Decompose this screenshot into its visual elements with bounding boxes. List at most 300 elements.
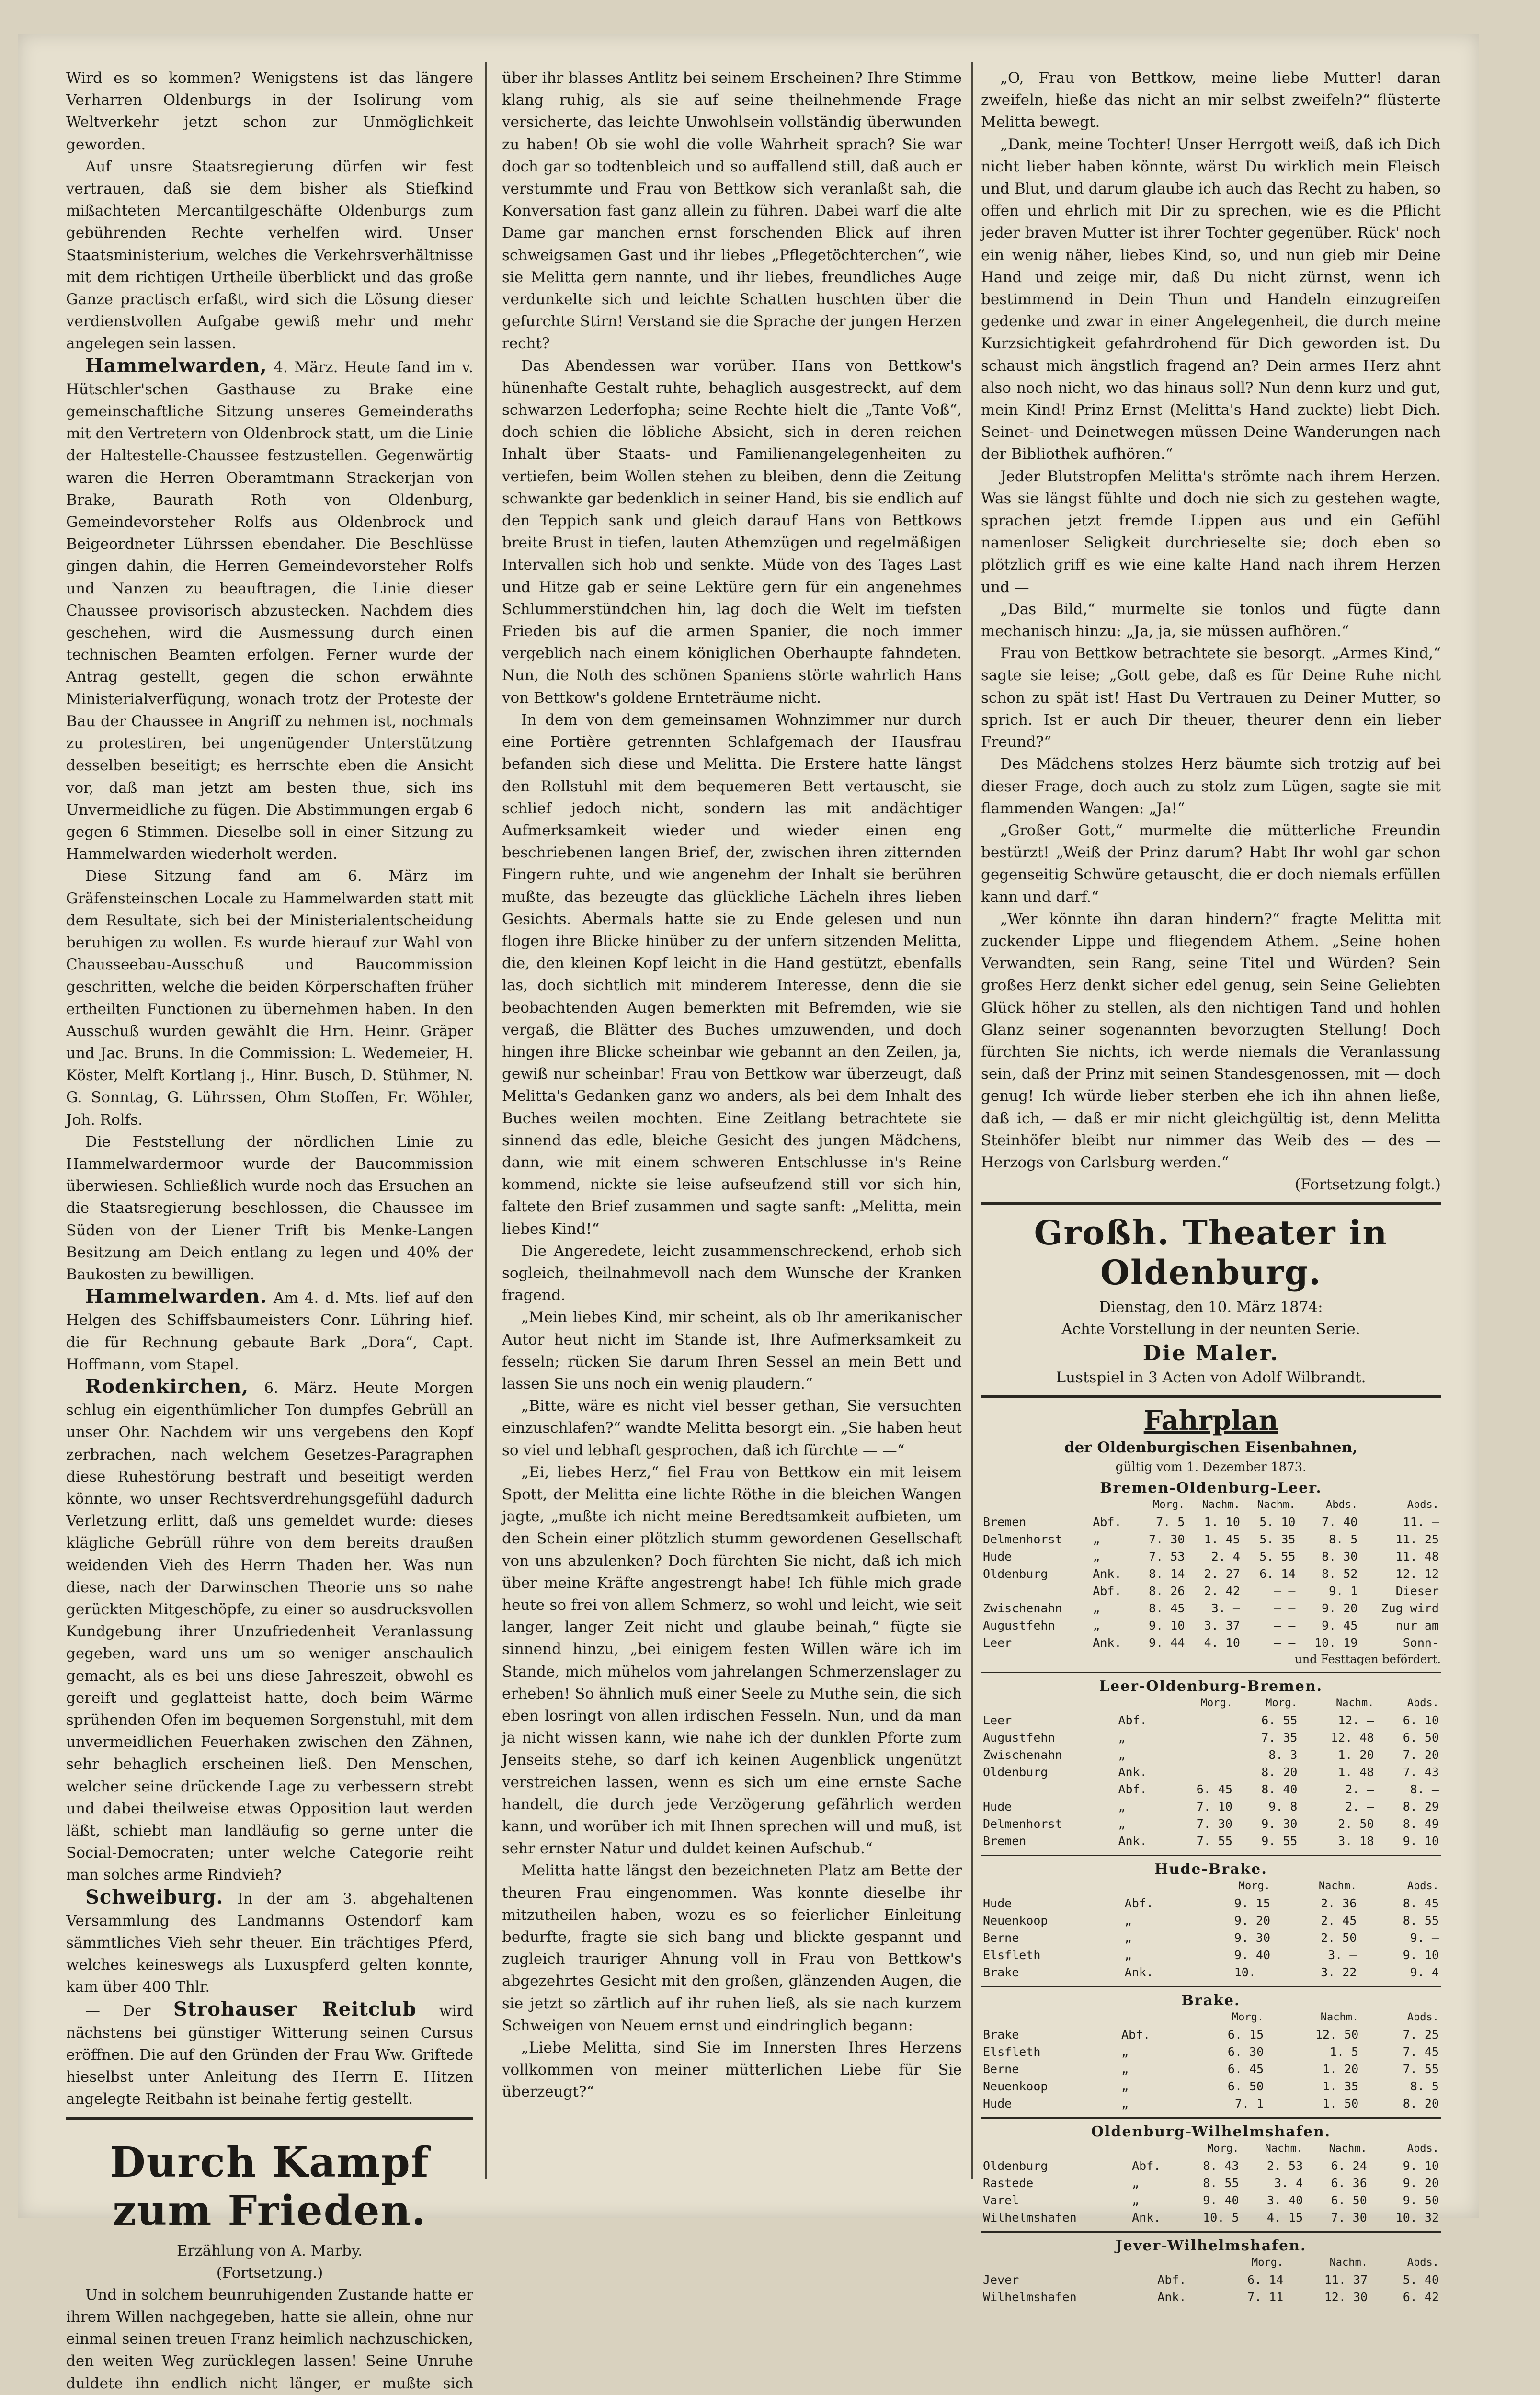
article-text: wird nächstens bei günstiger Witterung seinen Cursus eröffnen. Die auf den Gründen der Frau Ww. Griftede hieselbst unter Anleitung des Herrn E. Hitzen angelegte Reitbahn ist beinahe fertig gestellt. — [66, 2002, 473, 2108]
time-cell: 7. 53 — [1149, 1550, 1185, 1564]
timetable-header-cell: Abds. — [1407, 1880, 1439, 1893]
timetable-header-cell — [981, 1496, 1091, 1514]
station-name: Zwischenahn — [983, 1601, 1062, 1616]
timetable-hude-brake — [981, 1878, 1441, 1981]
timetable-row — [981, 1781, 1441, 1798]
time-cell: 9. — — [1410, 1931, 1439, 1945]
station-name: Elsfleth — [983, 2045, 1041, 2059]
timetable-row — [981, 1617, 1441, 1634]
station-name: Oldenburg — [983, 1567, 1048, 1581]
time-cell: 12. — — [1338, 1713, 1374, 1728]
timetable-row — [981, 1531, 1441, 1548]
timetable-header-cell: Abds. — [1407, 2143, 1439, 2155]
timetable-header-cell: Abds. — [1407, 1697, 1439, 1710]
time-cell: 6. 24 — [1331, 2159, 1367, 2173]
timetable-row — [981, 1895, 1441, 1912]
time-cell: 6. 45 — [1196, 1782, 1232, 1797]
time-cell: 7. 30 — [1196, 1817, 1232, 1831]
route-title: Hude-Brake. — [1154, 1861, 1267, 1878]
divider — [66, 2117, 473, 2120]
time-cell: 8. 55 — [1203, 2176, 1239, 2190]
arrival-departure: „ — [1093, 1550, 1100, 1564]
time-cell — [1169, 1712, 1234, 1729]
time-cell: 3. — — [1211, 1601, 1240, 1616]
timetable-header-cell — [1155, 2254, 1214, 2271]
timetable-header-row — [981, 2009, 1441, 2026]
time-cell: 9. 55 — [1261, 1834, 1298, 1848]
timetable-valid: gültig vom 1. Dezember 1873. — [1115, 1460, 1307, 1475]
timetable-row — [981, 2043, 1441, 2061]
timetable-note: und Festtagen befördert. — [1295, 1653, 1441, 1666]
time-cell: 7. 55 — [1403, 2062, 1439, 2076]
time-cell: 8. 5 — [1329, 1532, 1358, 1547]
time-cell: 8. 40 — [1261, 1782, 1298, 1797]
time-cell: 7. 1 — [1234, 2097, 1264, 2111]
timetable-oldenburg-wilhelmshafen — [981, 2140, 1441, 2226]
time-cell: 9. 10 — [1403, 2159, 1439, 2173]
time-cell: 2. 27 — [1204, 1567, 1240, 1581]
column-3 — [981, 67, 1441, 2306]
arrival-departure: Abf. — [1157, 2273, 1186, 2287]
station-name: Neuenkoop — [983, 1914, 1048, 1928]
time-cell: 3. 18 — [1338, 1834, 1374, 1848]
time-cell: 4. 15 — [1266, 2211, 1303, 2225]
time-cell: 8. 30 — [1322, 1550, 1358, 1564]
timetable-row — [981, 1947, 1441, 1964]
time-cell: 8. 29 — [1403, 1800, 1439, 1814]
time-cell: — — — [1274, 1584, 1296, 1598]
paragraph: „Bitte, wäre es nicht viel besser gethan, Sie versuchten einzuschlafen?“ wandte Melitta besorgt ein. „Sie haben heut so viel und lebhaft gesprochen, daß ich fürchte — —“ — [502, 1397, 962, 1459]
timetable-header-cell: Abds. — [1326, 1499, 1358, 1511]
time-cell: 1. 45 — [1204, 1532, 1240, 1547]
timetable-header-cell: Nachm. — [1320, 2011, 1359, 2024]
timetable-row — [981, 2095, 1441, 2112]
route-title: Jever-Wilhelmshafen. — [1115, 2237, 1307, 2255]
paragraph: In dem von dem gemeinsamen Wohnzimmer nur durch eine Portière getrennten Schlafgemach der Hausfrau befanden sich diese und Melitta. Die Erstere hatte längst den Rollstuhl mit dem bequemeren Bett vertauscht, sie schlief jedoch nicht, sondern las mit andächtiger Aufmerksamkeit wieder und wieder einen eng beschriebenen langen Brief, der, zwischen ihren zitternden Fingern ruhte, und wie angenehm der Inhalt sie berühren mußte, das bezeugte das glückliche Lächeln ihres lieben Gesichts. Abermals hatte sie zu Ende gelesen und nun flogen ihre Blicke hinüber zu der unfern sitzenden Melitta, die, den kleinen Kopf leicht in die Hand gestützt, ebenfalls las, doch sichtlich mit minderem Interesse, denn die sie beobachtenden Augen bemerkten mit Befremden, wie sie vergaß, die Blätter des Buches umzuwenden, und doch hingen ihre Blicke scheinbar wie gebannt an den Zeilen, ja, gewiß nur scheinbar! Frau von Bettkow war überzeugt, daß Melitta's Gedanken ganz wo anders, als bei dem Inhalt des Buches weilen mochten. Eine Zeitlang betrachtete sie sinnend das edle, bleiche Gesicht des jungen Mädchens, dann, wie mit einem schweren Entschlusse in's Reine kommend, nickte sie leise aufseufzend still vor sich hin, faltete den Brief zusammen und sagte sanft: „Melitta, mein liebes Kind!“ — [502, 711, 962, 1238]
station-name: Wilhelmshafen — [983, 2290, 1077, 2304]
time-cell: 6. 15 — [1227, 2028, 1264, 2042]
time-cell: 9. 4 — [1410, 1965, 1439, 1980]
time-cell: 6. 14 — [1247, 2273, 1284, 2287]
timetable-subtitle: der Oldenburgischen Eisenbahnen, — [1064, 1439, 1358, 1457]
time-cell: 7. 55 — [1196, 1834, 1232, 1848]
timetable-row — [981, 1764, 1441, 1781]
time-cell: 10. 32 — [1395, 2211, 1439, 2225]
divider — [981, 1986, 1441, 1987]
time-cell: 6. 50 — [1331, 2193, 1367, 2208]
paragraph: Auf unsre Staatsregierung dürfen wir fest vertrauen, daß sie dem bisher als Stiefkind mißachteten Mercantilgeschäfte Oldenburgs zum gebührenden Rechte verhelfen wird. Unser Staatsministerium, welches die Verkehrsverhältnisse mit dem richtigen Urtheile überblickt und das große Ganze practisch erfaßt, wird sich die Lösung dieser verdienstvollen Aufgabe gewiß mehr und mehr angelegen sein lassen. — [66, 158, 473, 353]
timetable-row — [981, 1600, 1441, 1617]
time-cell: 8. 45 — [1149, 1601, 1185, 1616]
divider — [981, 2231, 1441, 2233]
time-cell: 2. 45 — [1321, 1914, 1357, 1928]
arrival-departure: „ — [1093, 1601, 1100, 1616]
time-cell: 1. 5 — [1330, 2045, 1359, 2059]
story-subtitle: Erzählung von A. Marby. — [177, 2242, 363, 2259]
timetable-header-cell: Morg. — [1153, 1499, 1185, 1511]
timetable-leer-bremen — [981, 1695, 1441, 1850]
article-heading: Hammelwarden, — [85, 354, 267, 377]
timetable-header-cell — [1116, 1695, 1169, 1712]
paragraph: Melitta hatte längst den bezeichneten Platz am Bette der theuren Frau eingenommen. Was konnte dieselbe ihr mitzutheilen haben, wozu es so feierlicher Einleitung bedurfte, fragte sie sich bang und blickte gespannt und zugleich trauriger Ahnung voll in Frau von Bettkow's abgezehrtes Gesicht mit den großen, glänzenden Augen, die sie jetzt so zärtlich auf ihr ruhen ließ, als sie nach kurzem Schweigen von Neuem ernst und eindringlich begann: — [502, 1862, 962, 2034]
timetable-header-cell — [981, 2009, 1119, 2026]
time-cell: 1. 50 — [1322, 2097, 1359, 2111]
station-name: Hude — [983, 2097, 1012, 2111]
time-cell: 3. 22 — [1321, 1965, 1357, 1980]
station-name: Leer — [983, 1713, 1012, 1728]
paragraph: Wird es so kommen? Wenigstens ist das längere Verharren Oldenburgs in der Isolirung vom Weltverkehr jetzt schon zur Unmöglichkeit geworden. — [66, 69, 473, 153]
theater-heading: Großh. Theater in Oldenburg. — [1034, 1213, 1388, 1293]
arrival-departure: Abf. — [1118, 1713, 1147, 1728]
station-name — [981, 1781, 1116, 1798]
station-name: Wilhelmshafen — [983, 2211, 1077, 2225]
time-cell: Dieser — [1395, 1584, 1439, 1598]
arrival-departure: Ank. — [1118, 1834, 1147, 1848]
article-heading: Rodenkirchen, — [85, 1375, 249, 1398]
timetable-header-cell: Nachm. — [1329, 2257, 1368, 2269]
timetable-header-row — [981, 2254, 1441, 2271]
timetable-header-cell — [1119, 2009, 1185, 2026]
route-title: Brake. — [1181, 1992, 1241, 2009]
time-cell: 2. 42 — [1204, 1584, 1240, 1598]
timetable-row — [981, 2175, 1441, 2192]
time-cell: 5. 10 — [1259, 1515, 1296, 1529]
divider — [981, 1855, 1441, 1856]
dash: — Der — [85, 2002, 173, 2019]
time-cell: 8. 3 — [1268, 1748, 1298, 1762]
time-cell: — — — [1274, 1601, 1296, 1616]
theater-date: Dienstag, den 10. März 1874: — [1099, 1299, 1323, 1316]
paragraph: Jeder Blutstropfen Melitta's strömte nach ihrem Herzen. Was sie längst fühlte und doch nie sich zu gestehen wagte, sprachen jetzt fremde Lippen aus und ein Gefühl namenloser Seligkeit durchrieselte sie; doch eben so plötzlich griff es wie eine kalte Hand nach ihrem Herzen und — — [981, 468, 1441, 596]
arrival-departure: Ank. — [1132, 2211, 1161, 2225]
time-cell: Zug wird — [1381, 1601, 1439, 1616]
station-name: Zwischenahn — [983, 1748, 1062, 1762]
timetable-header-cell: Abds. — [1407, 2257, 1439, 2269]
timetable-row — [981, 2289, 1441, 2306]
time-cell — [1169, 1764, 1234, 1781]
arrival-departure: „ — [1124, 1931, 1132, 1945]
theater-play: Die Maler. — [1142, 1341, 1279, 1366]
time-cell: 9. 8 — [1268, 1800, 1298, 1814]
time-cell: 3. 37 — [1204, 1619, 1240, 1633]
time-cell: 6. 45 — [1227, 2062, 1264, 2076]
time-cell: 6. 36 — [1331, 2176, 1367, 2190]
timetable-row — [981, 2157, 1441, 2175]
time-cell: 9. 10 — [1403, 1948, 1439, 1962]
timetable-bremen-leer — [981, 1496, 1441, 1652]
time-cell: 2. 50 — [1338, 1817, 1374, 1831]
time-cell: 9. 40 — [1234, 1948, 1270, 1962]
time-cell: 5. 55 — [1259, 1550, 1296, 1564]
divider — [981, 1202, 1441, 1205]
timetable-row — [981, 1514, 1441, 1531]
arrival-departure: „ — [1093, 1619, 1100, 1633]
time-cell: 11. — — [1403, 1515, 1439, 1529]
time-cell: 6. 10 — [1403, 1713, 1439, 1728]
paragraph: Des Mädchens stolzes Herz bäumte sich trotzig auf bei dieser Frage, doch auch zu stolz zum Lügen, sagte sie mit flammenden Wangen: „Ja!“ — [981, 755, 1441, 817]
time-cell: 1. 35 — [1322, 2079, 1359, 2094]
time-cell: 11. 48 — [1395, 1550, 1439, 1564]
timetable-header-cell: Abds. — [1407, 1499, 1439, 1511]
time-cell: 7. 20 — [1403, 1748, 1439, 1762]
timetable-row — [981, 1815, 1441, 1833]
time-cell: 12. 48 — [1331, 1731, 1374, 1745]
divider — [981, 1395, 1441, 1398]
divider — [981, 1672, 1441, 1673]
time-cell: 12. 30 — [1324, 2290, 1368, 2304]
station-name: Neuenkoop — [983, 2079, 1048, 2094]
time-cell: 9. 30 — [1261, 1817, 1298, 1831]
time-cell: 6. 55 — [1261, 1713, 1298, 1728]
paragraph: „Ei, liebes Herz,“ fiel Frau von Bettkow ein mit leisem Spott, der Melitta eine lichte Röthe in die bleichen Wangen jagte, „mußte ich nicht meine Beredtsamkeit aufbieten, um den Schein einer plötzlich stumm gewordenen Gesellschaft von uns abzulenken? Doch fürchten Sie nicht, daß ich mich über meine Kräfte angestrengt habe! Ich fühle mich grade heute so frei von allem Schmerz, so wohl und leicht, wie seit langer, langer Zeit nicht und glaube beinah,“ fügte sie sinnend hinzu, „bei einigem festen Willen wäre ich im Stande, mich mühelos vom jahrelangen Schmerzenslager zu erheben! So ähnlich muß einer Seele zu Muthe sein, die sich eben losringt von allen irdischen Fesseln. Nun, und da man ja nicht wissen kann, wie nahe ich der dunklen Pforte zum Jenseits stehe, so darf ich keinen Augenblick ungenützt verstreichen lassen, wenn es sich um eine ernste Sache handelt, die durch jede Verzögerung gefährlich werden kann, und worüber ich mit Ihnen sprechen will und muß, ist sehr ernster Natur und duldet keinen Aufschub.“ — [502, 1463, 962, 1858]
time-cell: 7. 10 — [1196, 1800, 1232, 1814]
arrival-departure: Ank. — [1157, 2290, 1186, 2304]
station-name: Brake — [983, 2028, 1019, 2042]
paragraph: „Das Bild,“ murmelte sie tonlos und fügte dann mechanisch hinzu: „Ja, ja, sie müssen aufhören.“ — [981, 600, 1441, 640]
article-text: Heute fand im v. Hütschler'schen Gasthause zu Brake eine gemeinschaftliche Sitzung unseres Gemeinderaths mit den Vertretern von Oldenbrock statt, um die Linie der Haltestelle-Chaussee festzustellen. Gegenwärtig waren die Herren Oberamtmann Strackerjan von Brake, Baurath Roth von Oldenburg, Gemeindevorsteher Rolfs aus Oldenbrock und Beigeordneter Lührssen ebendaher. Die Beschlüsse gingen dahin, die Herren Gemeindevorsteher Rolfs und Nanzen zu beauftragen, die Linie dieser Chaussee provisorisch abzustecken. Nachdem dies geschehen, wird die Ausmessung durch einen technischen Beamten erfolgen. Ferner wurde der Antrag gestellt, gegen die schon erwähnte Ministerialverfügung, wonach trotz der Proteste der Bau der Chaussee in Angriff zu nehmen ist, nochmals zu protestiren, bei ungenügender Unterstützung desselben beseitigt; es herrschte eben die Ansicht vor, daß man jetzt am besten thue, sich ins Unvermeidliche zu fügen. Die Abstimmungen ergab 6 gegen 6 Stimmen. Dieselbe soll in einer Sitzung zu Hammelwarden wiederholt werden. — [66, 358, 473, 863]
arrival-departure: „ — [1132, 2193, 1140, 2208]
timetable-header-cell: Morg. — [1200, 1697, 1232, 1710]
station-name: Leer — [983, 1636, 1012, 1650]
time-cell: 8. 20 — [1403, 2097, 1439, 2111]
timetable-header-cell: Nachm. — [1335, 1697, 1374, 1710]
timetable-row — [981, 1746, 1441, 1764]
article-text: 6. März. Heute Morgen schlug ein eigenthümlicher Ton dumpfes Gebrüll an unser Ohr. Nachdem wir uns vergebens den Kopf zerbrachen, nach welchem Gesetzes-Paragraphen diese Ruhestörung bestraft und beseitigt werden könnte, wo unser Rechtsverdrehungsgefühl dadurch Verletzung erlitt, daß uns gemeldet wurde: dieses klägliche Gebrüll rühre von dem bereits draußen weidenden Vieh des Herrn Thaden her. Was nun diese, nach der Darwinschen Theorie uns so nahe gerückten Mitgeschöpfe, zu einer so ausdrucksvollen Kundgebung ihrer Unzufriedenheit Veranlassung gegeben, ward uns um so weniger anschaulich gemacht, als es bei uns diese Jahreszeit, obwohl es gereift und geglatteist hatte, doch beim Wärme sprühenden Ofen im bequemen Sorgenstuhl, mit dem unvermeidlichen Feuerhaken zwischen den Zähnen, sehr behaglich erscheinen ließ. Den Menschen, welcher seine drückende Lage zu verbessern strebt und dabei theilweise etwas Opposition laut werden läßt, schiebt man landläufig so gerne unter die Social-Democraten; unter welche Categorie reiht man solches arme Rindvieh? — [66, 1379, 473, 1884]
column-2 — [502, 67, 962, 2103]
time-cell: 11. 37 — [1324, 2273, 1368, 2287]
time-cell: 9. 20 — [1234, 1914, 1270, 1928]
route-title: Leer-Oldenburg-Bremen. — [1099, 1678, 1323, 1695]
station-name: Augustfehn — [983, 1619, 1055, 1633]
timetable-header-cell — [1123, 1878, 1190, 1895]
time-cell: — — — [1274, 1636, 1296, 1650]
time-cell: nur am — [1395, 1619, 1439, 1633]
timetable-row — [981, 1798, 1441, 1815]
paragraph: „Mein liebes Kind, mir scheint, als ob Ihr amerikanischer Autor heut nicht im Stande ist, Ihre Aufmerksamkeit zu fesseln; rücken Sie darum Ihren Sessel an mein Bett und lassen Sie uns noch ein wenig plaudern.“ — [502, 1309, 962, 1392]
time-cell: 2. 36 — [1321, 1896, 1357, 1911]
time-cell: 6. 30 — [1227, 2045, 1264, 2059]
arrival-departure: „ — [1118, 1817, 1126, 1831]
timetable-row — [981, 1912, 1441, 1929]
arrival-departure: „ — [1121, 2045, 1129, 2059]
station-name: Delmenhorst — [983, 1817, 1062, 1831]
station-name: Varel — [983, 2193, 1019, 2208]
station-name: Bremen — [983, 1515, 1027, 1529]
timetable-row — [981, 1833, 1441, 1850]
time-cell: 6. 42 — [1403, 2290, 1439, 2304]
station-name: Jever — [983, 2273, 1019, 2287]
arrival-departure: „ — [1124, 1948, 1132, 1962]
time-cell: 6. 50 — [1227, 2079, 1264, 2094]
article-heading: Schweiburg. — [85, 1885, 224, 1908]
timetable-header-cell — [1091, 1496, 1134, 1514]
arrival-departure: „ — [1121, 2079, 1129, 2094]
time-cell: 9. 30 — [1234, 1931, 1270, 1945]
time-cell: 8. 49 — [1403, 1817, 1439, 1831]
time-cell: 6. 14 — [1259, 1567, 1296, 1581]
arrival-departure: Ank. — [1093, 1636, 1122, 1650]
time-cell: 7. 5 — [1156, 1515, 1185, 1529]
arrival-departure: Abf. — [1093, 1584, 1122, 1598]
station-name: Rastede — [983, 2176, 1034, 2190]
article-heading: Hammelwarden. — [85, 1285, 267, 1308]
time-cell: 9. 1 — [1329, 1584, 1358, 1598]
arrival-departure: „ — [1124, 1914, 1132, 1928]
divider — [981, 2117, 1441, 2119]
time-cell: 7. 30 — [1149, 1532, 1185, 1547]
timetable-row — [981, 1548, 1441, 1565]
arrival-departure: Ank. — [1124, 1965, 1153, 1980]
route-title: Oldenburg-Wilhelmshafen. — [1091, 2123, 1331, 2141]
timetable-row — [981, 2192, 1441, 2209]
time-cell: 4. 10 — [1204, 1636, 1240, 1650]
paragraph: Diese Sitzung fand am 6. März im Gräfensteinschen Locale zu Hammelwarden statt mit dem Resultate, sich bei der Ministerialentscheidung beruhigen zu wollen. Es wurde hierauf zur Wahl von Chausseebau-Ausschuß und Baucommission geschritten, welche die beiden Körperschaften früher ertheilten Functionen zu übernehmen haben. In den Ausschuß wurden gewählt die Hrn. Heinr. Gräper und Jac. Bruns. In die Commission: L. Wedemeier, H. Köster, Melft Kortlang j., Hinr. Busch, D. Stühmer, N. G. Sonntag, G. Lührssen, Ohm Stoffen, Fr. Wöhler, Joh. Rolfs. — [66, 867, 473, 1129]
timetable-header-cell — [1130, 2140, 1180, 2157]
time-cell: 6. 50 — [1403, 1731, 1439, 1745]
station-name: Hude — [983, 1896, 1012, 1911]
timetable-row — [981, 1964, 1441, 1981]
time-cell: 9. 45 — [1322, 1619, 1358, 1633]
station-name: Elsfleth — [983, 1948, 1041, 1962]
time-cell: 9. 40 — [1203, 2193, 1239, 2208]
time-cell: 8. 14 — [1149, 1567, 1185, 1581]
time-cell: 8. 55 — [1403, 1914, 1439, 1928]
timetable-row — [981, 1634, 1441, 1652]
arrival-departure: Abf. — [1132, 2159, 1161, 2173]
timetable-header-cell: Nachm. — [1318, 1880, 1357, 1893]
time-cell: 2. — — [1345, 1782, 1374, 1797]
arrival-departure: „ — [1118, 1748, 1126, 1762]
station-name — [981, 1583, 1091, 1600]
station-name: Berne — [983, 1931, 1019, 1945]
station-name: Oldenburg — [983, 1765, 1048, 1779]
time-cell: 9. 50 — [1403, 2193, 1439, 2208]
column-rule-right — [971, 62, 973, 2179]
arrival-departure: Abf. — [1118, 1782, 1147, 1797]
timetable-header-cell — [981, 2254, 1155, 2271]
timetable-header-cell — [981, 1878, 1123, 1895]
time-cell: 9. 20 — [1403, 2176, 1439, 2190]
continued-note: (Fortsetzung folgt.) — [1295, 1176, 1441, 1194]
time-cell: Sonn- — [1403, 1636, 1439, 1650]
time-cell: 7. 11 — [1247, 2290, 1284, 2304]
paragraph: Die Angeredete, leicht zusammenschreckend, erhob sich sogleich, theilnahmevoll nach dem Wunsche der Kranken fragend. — [502, 1242, 962, 1304]
paragraph: „O, Frau von Bettkow, meine liebe Mutter! daran zweifeln, hieße das nicht an mir selbst zweifeln?“ flüsterte Melitta bewegt. — [981, 69, 1441, 131]
time-cell: 2. — — [1345, 1800, 1374, 1814]
time-cell: 1. 48 — [1338, 1765, 1374, 1779]
time-cell: 3. — — [1328, 1948, 1357, 1962]
timetable-header-cell: Morg. — [1238, 1880, 1270, 1893]
arrival-departure: „ — [1118, 1731, 1126, 1745]
story-continued: (Fortsetzung.) — [216, 2264, 323, 2281]
theater-desc: Lustspiel in 3 Acten von Adolf Wilbrandt. — [1056, 1369, 1366, 1387]
station-name: Bremen — [983, 1834, 1027, 1848]
time-cell: 8. 26 — [1149, 1584, 1185, 1598]
timetable-row — [981, 1929, 1441, 1947]
station-name: Hude — [983, 1800, 1012, 1814]
story-title: Durch Kampf zum Frieden. — [110, 2138, 430, 2235]
time-cell: — — — [1274, 1619, 1296, 1633]
timetable-brake — [981, 2009, 1441, 2112]
timetable-header-row — [981, 2140, 1441, 2157]
time-cell: 5. 35 — [1259, 1532, 1296, 1547]
time-cell: 9. 10 — [1149, 1619, 1185, 1633]
timetable-row — [981, 1729, 1441, 1746]
timetable-row — [981, 2271, 1441, 2289]
time-cell — [1169, 1746, 1234, 1764]
time-cell: 10. 5 — [1203, 2211, 1239, 2225]
article-text: Am 4. d. Mts. lief auf den Helgen des Schiffsbaumeisters Conr. Lühring hief. die für Rechnung gebaute Bark „Dora“, Capt. Hoffmann, vom Stapel. — [66, 1289, 473, 1373]
paragraph: Frau von Bettkow betrachtete sie besorgt. „Armes Kind,“ sagte sie leise; „Gott gebe, daß es für Deine Ruhe nicht schon zu spät ist! Hast Du Vertrauen zu Deiner Mutter, so sprich. Ist er auch Dir theuer, theurer denn ein lieber Freund?“ — [981, 645, 1441, 751]
station-name: Brake — [983, 1965, 1019, 1980]
time-cell: 2. 4 — [1211, 1550, 1240, 1564]
timetable-header-row — [981, 1695, 1441, 1712]
arrival-departure: „ — [1093, 1532, 1100, 1547]
station-name: Berne — [983, 2062, 1019, 2076]
time-cell: 7. 30 — [1331, 2211, 1367, 2225]
article-heading: Strohauser Reitclub — [173, 1997, 417, 2020]
timetable-header-cell: Morg. — [1266, 1697, 1298, 1710]
timetable-row — [981, 1712, 1441, 1729]
arrival-departure: Abf. — [1093, 1515, 1122, 1529]
station-name: Hude — [983, 1550, 1012, 1564]
arrival-departure: Ank. — [1118, 1765, 1147, 1779]
arrival-departure: „ — [1132, 2176, 1140, 2190]
timetable-row — [981, 2026, 1441, 2043]
station-name: Augustfehn — [983, 1731, 1055, 1745]
paragraph: Und in solchem beunruhigenden Zustande hatte er ihrem Willen nachgegeben, hatte sie allein, ohne nur einmal seinen treuen Franz heimlich nachzuschicken, den weiten Weg zurücklegen lassen! Seine Unruhe duldete ihn endlich nicht länger, er mußte sich — [66, 2286, 473, 2392]
timetable-header-row — [981, 1878, 1441, 1895]
time-cell: 2. 53 — [1266, 2159, 1303, 2173]
time-cell: 7. 25 — [1403, 2028, 1439, 2042]
time-cell: 5. 40 — [1403, 2273, 1439, 2287]
theater-series: Achte Vorstellung in der neunten Serie. — [1061, 1321, 1360, 1338]
timetable-jever-wilhelmshafen — [981, 2254, 1441, 2306]
time-cell: 7. 45 — [1403, 2045, 1439, 2059]
timetable-title: Fahrplan — [1143, 1405, 1278, 1437]
time-cell: 9. 44 — [1149, 1636, 1185, 1650]
paragraph: Das Abendessen war vorüber. Hans von Bettkow's hünenhafte Gestalt ruhte, behaglich ausgestreckt, auf dem schwarzen Lederfopha; seine Rechte hielt die „Tante Voß“, doch schien die löbliche Absicht, sich in deren reichen Inhalt über Staats- und Familienangelegenheiten zu vertiefen, beim Wollen stehen zu bleiben, denn die Zeitung schwankte gar bedenklich in seiner Hand, bis sie endlich auf den Teppich sank und gleich darauf Hans von Bettkows breite Brust in tiefen, lauten Athemzügen und regelmäßigen Intervallen sich hob und senkte. Müde von des Tages Last und Hitze gab er seine Lektüre gern für ein angenehmes Schlummerstündchen hin, lag doch die Welt im tiefsten Frieden bis auf die armen Spanier, die noch immer vergeblich nach einem königlichen Oberhaupte fahndeten. Nun, die Noth des schönen Spaniens störte wahrlich Hans von Bettkow's goldene Ernteträume nicht. — [502, 357, 962, 707]
time-cell: 10. 19 — [1314, 1636, 1358, 1650]
paragraph: „Wer könnte ihn daran hindern?“ fragte Melitta mit zuckender Lippe und fliegendem Athem. „Seine hohen Verwandten, sein Rang, seine Titel und Würden? Sein großes Herz denkt sicher edel genug, sein Seine Geliebten Glück höher zu stellen, als den nichtigen Tand und hohlen Glanz seiner sogenannten bevorzugten Stellung! Doch fürchten Sie nichts, ich werde niemals die Veranlassung sein, daß der Prinz mit seinen Standesgenossen, mit — doch genug! Ich würde lieber sterben ehe ich ihn ahnen ließe, daß ich, — daß er mir nicht gleichgültig ist, denn Melitta Steinhöfer bleibt nur nimmer das Weib des — des — Herzogs von Carlsburg werden.“ — [981, 910, 1441, 1171]
newspaper-page — [18, 34, 1479, 2392]
time-cell: 3. 4 — [1274, 2176, 1303, 2190]
timetable-header-cell: Nachm. — [1329, 2143, 1367, 2155]
time-cell: 7. 35 — [1261, 1731, 1298, 1745]
arrival-departure: Abf. — [1121, 2028, 1151, 2042]
arrival-departure: „ — [1121, 2097, 1129, 2111]
time-cell: 12. 50 — [1315, 2028, 1359, 2042]
time-cell — [1169, 1729, 1234, 1746]
paragraph: über ihr blasses Antlitz bei seinem Erscheinen? Ihre Stimme klang ruhig, als sie auf seine theilnehmende Frage versicherte, das leichte Unwohlsein vollständig überwunden zu haben! Ob sie wohl die volle Wahrheit sprach? Sie war doch gar so todtenbleich und so auffallend still, daß auch er verstummte und Frau von Bettkow sich veranlaßt sah, die Konversation fast ganz allein zu führen. Dabei warf die alte Dame gar manchen ernst forschenden Blick auf ihren schweigsamen Gast und ihr liebes „Pflegetöchterchen“, wie sie Melitta gern nannte, und ihr liebes, freundliches Auge verdunkelte sich und leichte Schatten huschten über die gefurchte Stirn! Verstand sie die Sprache der jungen Herzen recht? — [502, 69, 962, 353]
time-cell: 9. 10 — [1403, 1834, 1439, 1848]
article-text: In der am 3. abgehaltenen Versammlung des Landmanns Ostendorf kam sämmtliches Vieh sehr theuer. Ein trächtiges Pferd, welches keineswegs als Luxuspferd gelten konnte, kam über 400 Thlr. — [66, 1890, 473, 1996]
time-cell: 3. 40 — [1266, 2193, 1303, 2208]
time-cell: 1. 10 — [1204, 1515, 1240, 1529]
time-cell: 7. 43 — [1403, 1765, 1439, 1779]
time-cell: 7. 40 — [1322, 1515, 1358, 1529]
timetable-header-cell: Nachm. — [1257, 1499, 1296, 1511]
timetable-row — [981, 2209, 1441, 2226]
timetable-row — [981, 1583, 1441, 1600]
timetable-header-cell — [981, 2140, 1130, 2157]
time-cell: 9. 15 — [1234, 1896, 1270, 1911]
timetable-header-row — [981, 1496, 1441, 1514]
arrival-departure: „ — [1118, 1800, 1126, 1814]
time-cell: 8. — — [1410, 1782, 1439, 1797]
station-name: Oldenburg — [983, 2159, 1048, 2173]
arrival-departure: „ — [1121, 2062, 1129, 2076]
